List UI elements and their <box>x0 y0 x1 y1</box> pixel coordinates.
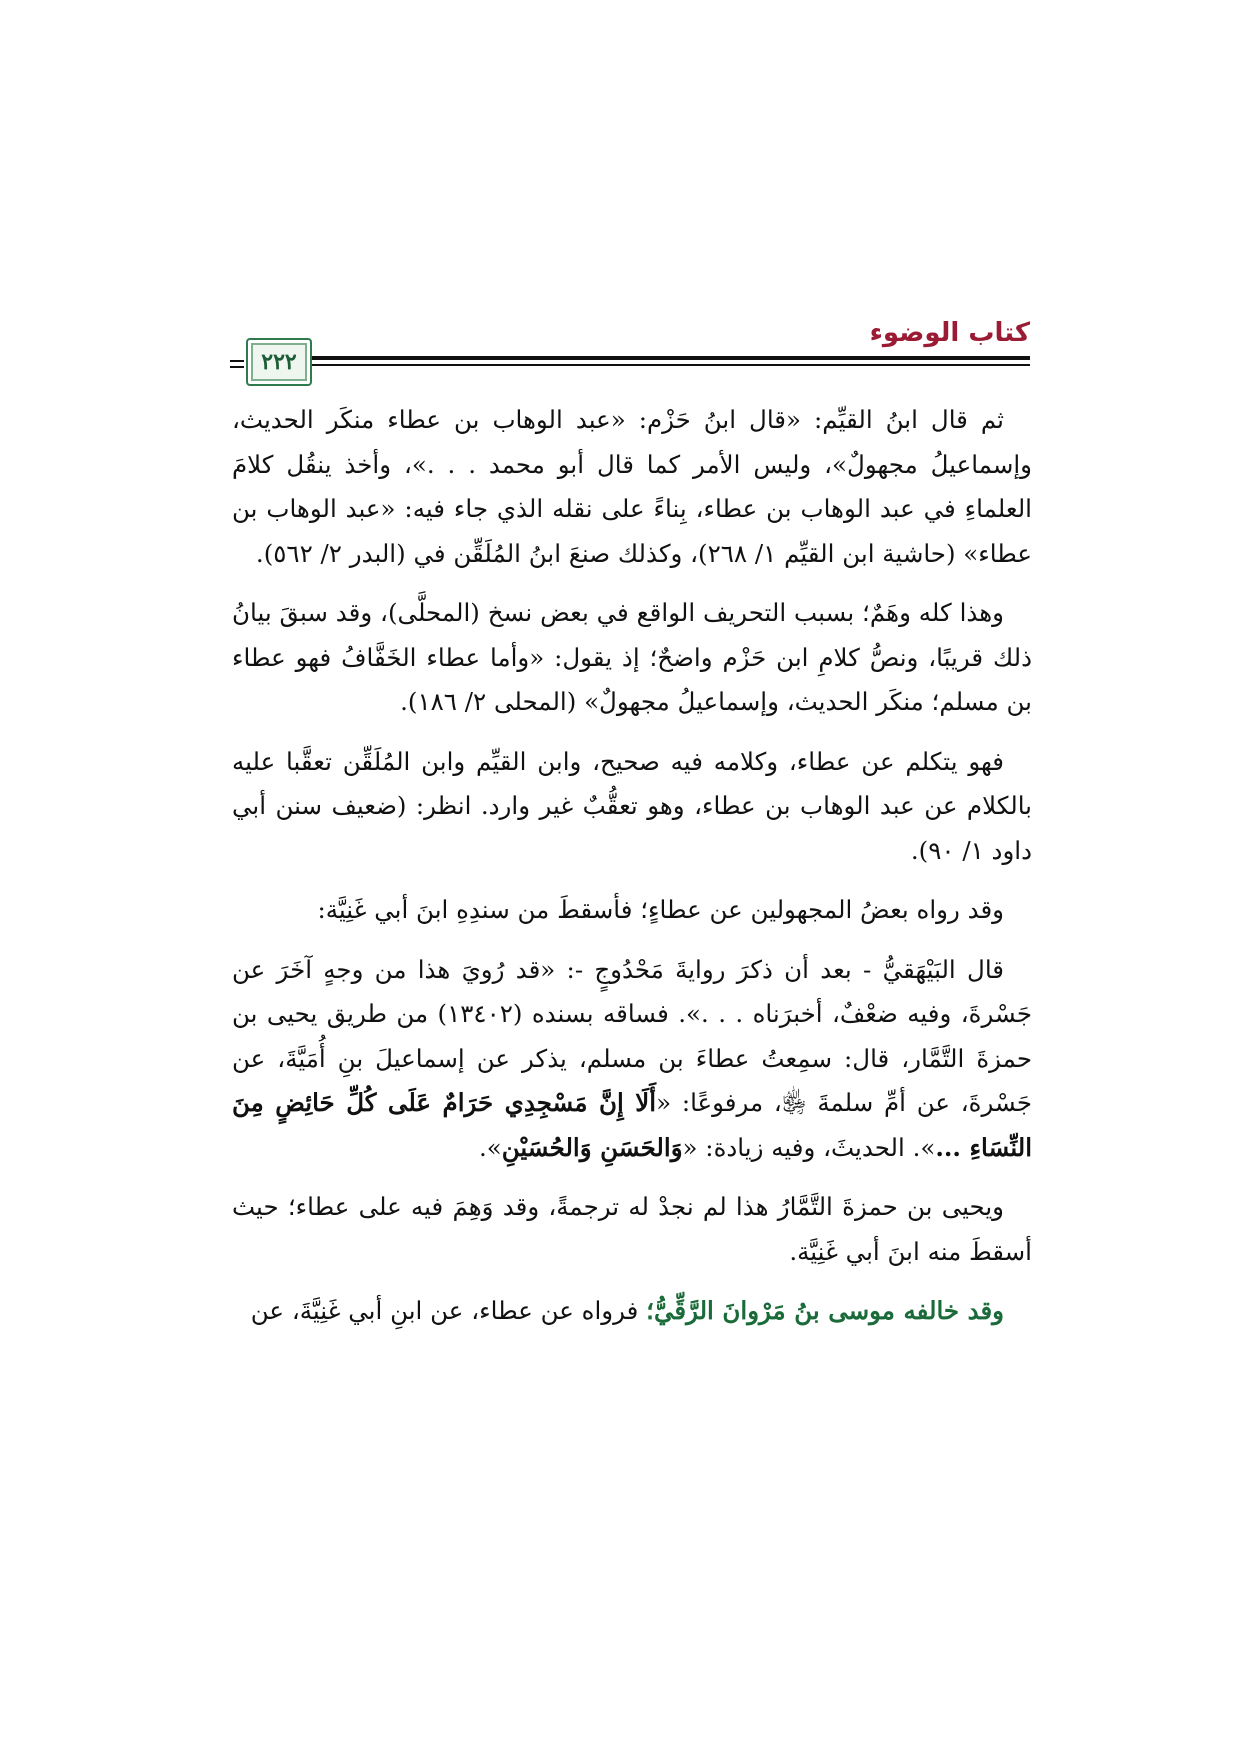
bayhaqi-text-2: ». الحديثَ، وفيه زيادة: « <box>682 1132 936 1162</box>
bayhaqi-text-3: ». <box>478 1132 502 1162</box>
hadith-text-1: أَلَا إِنَّ مَسْجِدِي حَرَامٌ عَلَى كُلِّ حَائِضٍ مِنَ النِّسَاءِ ... <box>232 1088 1032 1162</box>
paragraph-yahya: ويحيى بن حمزةَ التَّمَّارُ هذا لم نجدْ له ترجمةً، وقد وَهِمَ فيه على عطاء؛ حيث أسقطَ منه ابنَ أبي غَنِيَّة. <box>232 1192 1032 1266</box>
page-header <box>230 318 1030 386</box>
paragraph-majhulin: وقد رواه بعضُ المجهولين عن عطاءٍ؛ فأسقطَ من سندِهِ ابنَ أبي غَنِيَّة: <box>317 895 1004 924</box>
paragraph-ata: فهو يتكلم عن عطاء، وكلامه فيه صحيح، وابن القيِّم وابن المُلَقِّن تعقَّبا عليه بالكلام عن عبد الوهاب بن عطاء، وهو تعقُّبٌ غير وارد. انظر: (ضعيف سنن أبي داود ١/ ٩٠). <box>232 746 1032 865</box>
page-number-badge: ٢٢٢ <box>246 338 312 386</box>
paragraph-musa-rest: فرواه عن عطاء، عن ابنِ أبي غَنِيَّةَ، عن <box>250 1296 647 1325</box>
paragraph-musa <box>232 1289 1032 1334</box>
highlighted-narrator: وقد خالفه موسى بنُ مَرْوانَ الرَّقِّيُّ؛ <box>646 1296 1004 1325</box>
paragraph-ibn-qayyim: ثم قال ابنُ القيِّم: «قال ابنُ حَزْم: «عبد الوهاب بن عطاء منكَر الحديث، وإسماعيلُ مجهولٌ»، وليس الأمر كما قال أبو محمد . . .»، وأخذ ينقُل كلامَ العلماءِ في عبد الوهاب بن عطاء، بِناءً على نقله الذي جاء فيه: «عبد الوهاب بن عطاء» (حاشية ابن القيِّم ١/ ٢٦٨)، وكذلك صنعَ ابنُ المُلَقِّن في (البدر ٢/ ٥٦٢). <box>232 405 1032 568</box>
header-rule-thick <box>310 356 1030 360</box>
paragraph-bayhaqi <box>232 948 1032 1171</box>
body-text <box>232 398 1032 1349</box>
header-rule-left-2 <box>230 366 244 368</box>
bayhaqi-text-1: قال البَيْهَقيُّ - بعد أن ذكرَ روايةَ مَحْدُوجٍ -: «قد رُويَ هذا من وجهٍ آخَرَ عن جَسْرةَ، وفيه ضعْفٌ، أخبرَناه . . .». فساقه بسنده (١٣٤٠٢) من طريق يحيى بن حمزةَ التَّمَّار، قال: سمِعتُ عطاءَ بن مسلم، يذكر عن إسماعيلَ بنِ أُمَيَّةَ، عن جَسْرةَ، عن أمِّ سلمةَ ﵂، مرفوعًا: « <box>232 954 1033 1117</box>
chapter-title: كتاب الوضوء <box>869 318 1030 348</box>
header-rule-thin <box>310 364 1030 366</box>
header-rule-left <box>230 360 244 362</box>
hadith-text-2: وَالحَسَنِ وَالحُسَيْنِ <box>501 1132 683 1162</box>
paragraph-tahrif: وهذا كله وهَمٌ؛ بسبب التحريف الواقع في بعض نسخ (المحلَّى)، وقد سبقَ بيانُ ذلك قريبًا، ونصُّ كلامِ ابن حَزْم واضحٌ؛ إذ يقول: «وأما عطاء الخَفَّافُ فهو عطاء بن مسلم؛ منكَر الحديث، وإسماعيلُ مجهولٌ» (المحلى ٢/ ١٨٦). <box>232 598 1032 716</box>
